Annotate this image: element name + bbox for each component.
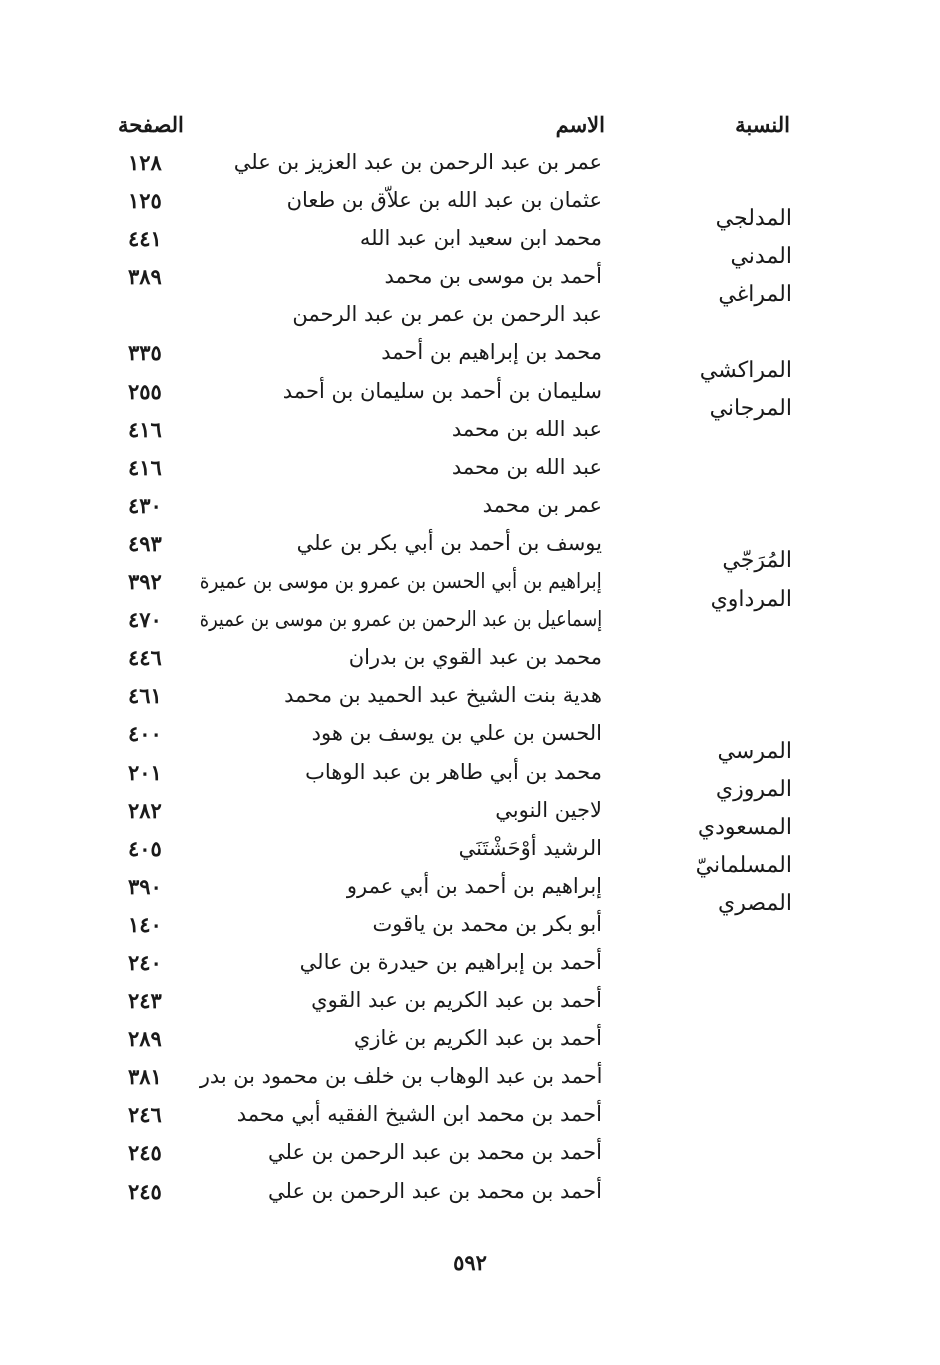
row-name: عبد الله بن محمد bbox=[451, 454, 602, 479]
row-name: عبد الله بن محمد bbox=[451, 416, 602, 441]
row-page: ٣٩٢ bbox=[128, 569, 162, 595]
row-nisba: المرسي bbox=[717, 738, 792, 764]
row-nisba: المدني bbox=[730, 243, 792, 269]
row-name: الحسن بن علي بن يوسف بن هود bbox=[311, 721, 602, 746]
table-row bbox=[0, 950, 940, 988]
row-name: أحمد بن محمد ابن الشيخ الفقيه أبي محمد bbox=[236, 1102, 602, 1127]
row-name: هدية بنت الشيخ عبد الحميد بن محمد bbox=[284, 683, 602, 708]
table-row bbox=[0, 493, 940, 531]
row-name: أحمد بن موسى بن محمد bbox=[384, 264, 602, 289]
row-name: الرشيد أوْحَشْتَنَي bbox=[458, 835, 602, 860]
table-row bbox=[0, 455, 940, 493]
row-name: سليمان بن أحمد بن سليمان بن أحمد bbox=[282, 378, 602, 403]
row-nisba: المسعودي bbox=[697, 815, 792, 841]
table-row bbox=[0, 912, 940, 950]
table-row bbox=[0, 1140, 940, 1178]
header-page: الصفحة bbox=[118, 112, 184, 137]
row-page: ٣٨٩ bbox=[128, 264, 162, 290]
row-nisba: المُرَجّي bbox=[722, 548, 792, 574]
row-page: ٣٩٠ bbox=[128, 873, 162, 899]
row-page: ٢٨٢ bbox=[128, 797, 162, 823]
row-page: ٤٠٥ bbox=[128, 835, 162, 861]
row-page: ١٢٥ bbox=[128, 188, 162, 214]
row-name: محمد بن إبراهيم بن أحمد bbox=[381, 340, 602, 365]
row-nisba: المدلجي bbox=[715, 205, 792, 231]
row-page: ٤٩٣ bbox=[128, 530, 162, 556]
table-row bbox=[0, 340, 940, 383]
row-name: أحمد بن إبراهيم بن حيدرة بن عالي bbox=[299, 949, 602, 974]
index-table bbox=[0, 150, 940, 1217]
header-nisba: النسبة bbox=[735, 112, 790, 137]
row-name: محمد ابن سعيد ابن عبد الله bbox=[359, 226, 602, 251]
row-page: ٣٣٥ bbox=[128, 340, 162, 366]
row-name: إسماعيل بن عبد الرحمن بن عمرو بن موسى بن عميرة bbox=[199, 607, 602, 632]
row-page: ٤١٦ bbox=[128, 416, 162, 442]
row-name: محمد بن أبي طاهر بن عبد الوهاب bbox=[305, 759, 602, 784]
row-page: ٢٤٣ bbox=[128, 988, 162, 1014]
table-row bbox=[0, 1026, 940, 1064]
row-page: ٢٨٩ bbox=[128, 1026, 162, 1052]
header-name: الاسم bbox=[555, 112, 605, 137]
table-row bbox=[0, 302, 940, 340]
row-page: ٤٦١ bbox=[128, 683, 162, 709]
table-row bbox=[0, 1064, 940, 1102]
row-page: ٤٧٠ bbox=[128, 607, 162, 633]
table-row bbox=[0, 683, 940, 721]
row-page: ٢٠١ bbox=[128, 759, 162, 785]
table-row bbox=[0, 988, 940, 1026]
row-page: ٣٨١ bbox=[128, 1064, 162, 1090]
row-name: أحمد بن عبد الوهاب بن خلف بن محمود بن بدر bbox=[199, 1064, 602, 1089]
table-row bbox=[0, 264, 940, 307]
row-name: عبد الرحمن بن عمر بن عبد الرحمن bbox=[292, 302, 602, 327]
column-headers bbox=[0, 112, 940, 146]
table-row bbox=[0, 607, 940, 645]
table-row bbox=[0, 150, 940, 188]
row-nisba: المرداوي bbox=[710, 586, 792, 612]
row-name: أبو بكر بن محمد بن ياقوت bbox=[372, 911, 602, 936]
table-row bbox=[0, 645, 940, 683]
table-row bbox=[0, 378, 940, 422]
row-name: أحمد بن عبد الكريم بن غازي bbox=[353, 1026, 602, 1051]
table-row bbox=[0, 721, 940, 764]
row-name: إبراهيم بن أحمد بن أبي عمرو bbox=[346, 873, 602, 898]
table-row bbox=[0, 417, 940, 455]
row-name: أحمد بن محمد بن عبد الرحمن بن علي bbox=[268, 1178, 602, 1203]
table-row bbox=[0, 1102, 940, 1140]
row-page: ١٢٨ bbox=[128, 150, 162, 175]
row-name: أحمد بن عبد الكريم بن عبد القوي bbox=[311, 988, 602, 1013]
row-page: ٤٤٦ bbox=[128, 645, 162, 671]
table-row bbox=[0, 797, 940, 841]
table-row bbox=[0, 1179, 940, 1217]
row-page: ٤٤١ bbox=[128, 226, 162, 252]
row-nisba: المرجاني bbox=[709, 396, 792, 422]
row-page: ٢٤٦ bbox=[128, 1102, 162, 1128]
row-name: يوسف بن أحمد بن أبي بكر بن علي bbox=[296, 530, 602, 555]
row-nisba: المراغي bbox=[718, 281, 792, 307]
row-name: عثمان بن عبد الله بن علاّق بن طعان bbox=[286, 188, 602, 213]
row-name: إبراهيم بن أبي الحسن بن عمرو بن موسى بن عميرة bbox=[199, 569, 602, 594]
row-name: لاجين النوبي bbox=[495, 797, 602, 822]
row-nisba: المراكشي bbox=[699, 357, 792, 383]
row-page: ١٤٠ bbox=[128, 911, 162, 937]
row-page: ٢٥٥ bbox=[128, 378, 162, 404]
row-page: ٢٤٥ bbox=[128, 1140, 162, 1166]
row-name: أحمد بن محمد بن عبد الرحمن بن علي bbox=[268, 1140, 602, 1165]
row-name: محمد بن عبد القوي بن بدران bbox=[348, 645, 602, 670]
row-name: عمر بن محمد bbox=[482, 492, 602, 517]
row-nisba: المسلمانيّ bbox=[695, 853, 792, 879]
page-number: ٥٩٢ bbox=[453, 1250, 487, 1275]
row-nisba: المروزي bbox=[715, 777, 792, 803]
row-page: ٤٣٠ bbox=[128, 492, 162, 518]
row-page: ٢٤٥ bbox=[128, 1178, 162, 1204]
table-row bbox=[0, 873, 940, 917]
table-row bbox=[0, 835, 940, 879]
table-row bbox=[0, 530, 940, 574]
row-nisba: المصري bbox=[718, 891, 792, 917]
row-page: ٤٠٠ bbox=[128, 721, 162, 747]
table-row bbox=[0, 569, 940, 612]
row-page: ٢٤٠ bbox=[128, 949, 162, 975]
row-name: عمر بن عبد الرحمن بن عبد العزيز بن علي bbox=[233, 150, 602, 174]
table-row bbox=[0, 226, 940, 269]
table-row bbox=[0, 188, 940, 231]
row-page: ٤١٦ bbox=[128, 454, 162, 480]
table-row bbox=[0, 759, 940, 803]
